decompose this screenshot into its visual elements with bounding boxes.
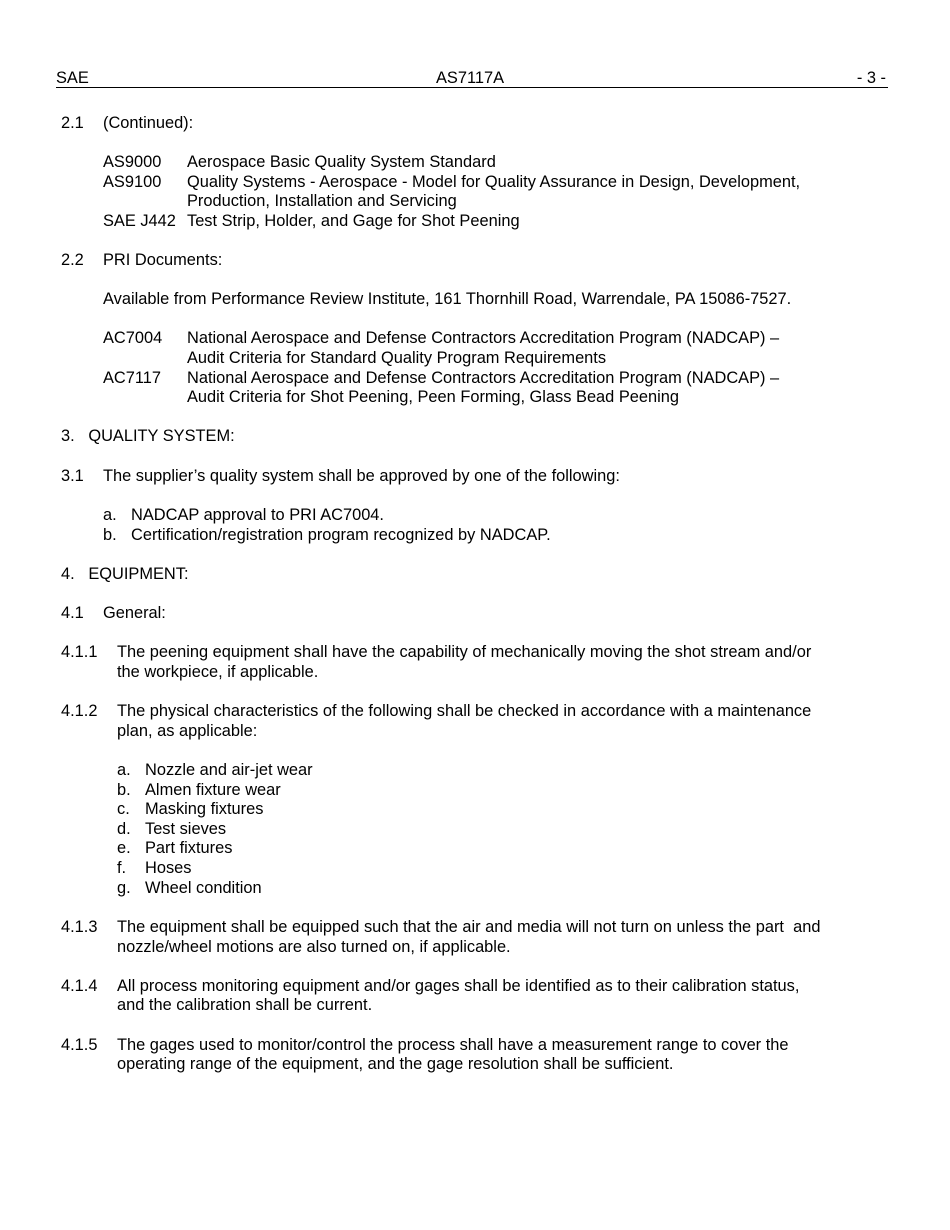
header-left: SAE: [56, 69, 89, 87]
list-letter: f.: [117, 859, 127, 877]
paragraph-text: All process monitoring equipment and/or gages shall be identified as to their calibration status,: [117, 977, 800, 995]
section-number: 4.1.4: [61, 977, 98, 995]
doc-title: National Aerospace and Defense Contractors Accreditation Program (NADCAP) –: [187, 369, 780, 387]
header-rule: [56, 87, 888, 88]
list-letter: a.: [103, 506, 117, 524]
doc-code: AC7004: [103, 329, 163, 347]
paragraph-text: and the calibration shall be current.: [117, 996, 373, 1014]
section-number: 4.1.3: [61, 918, 98, 936]
list-letter: b.: [103, 526, 117, 544]
doc-code: AS9000: [103, 153, 162, 171]
doc-code: AS9100: [103, 173, 162, 191]
list-item: Part fixtures: [145, 839, 233, 857]
paragraph-text: The gages used to monitor/control the process shall have a measurement range to cover the: [117, 1036, 789, 1054]
list-letter: d.: [117, 820, 131, 838]
list-letter: a.: [117, 761, 131, 779]
list-item: Wheel condition: [145, 879, 262, 897]
list-letter: c.: [117, 800, 130, 818]
doc-title: Quality Systems - Aerospace - Model for Quality Assurance in Design, Development,: [187, 173, 801, 191]
paragraph-text: nozzle/wheel motions are also turned on, if applicable.: [117, 938, 511, 956]
section-number: 2.2: [61, 251, 84, 269]
paragraph-text: The peening equipment shall have the capability of mechanically moving the shot stream and/or: [117, 643, 812, 661]
paragraph-text: The physical characteristics of the following shall be checked in accordance with a maintenance: [117, 702, 812, 720]
doc-title: Audit Criteria for Standard Quality Program Requirements: [187, 349, 607, 367]
list-item: NADCAP approval to PRI AC7004.: [131, 506, 384, 524]
paragraph-text: Available from Performance Review Institute, 161 Thornhill Road, Warrendale, PA 15086-7527.: [103, 290, 792, 308]
section-number: 4.1.1: [61, 643, 98, 661]
list-item: Almen fixture wear: [145, 781, 281, 799]
section-heading: 3. QUALITY SYSTEM:: [61, 427, 235, 445]
doc-code: SAE J442: [103, 212, 176, 230]
paragraph-text: operating range of the equipment, and the gage resolution shall be sufficient.: [117, 1055, 674, 1073]
list-letter: b.: [117, 781, 131, 799]
doc-title: Audit Criteria for Shot Peening, Peen Forming, Glass Bead Peening: [187, 388, 679, 406]
header-center: AS7117A: [436, 69, 505, 87]
section-heading: 4. EQUIPMENT:: [61, 565, 189, 583]
doc-code: AC7117: [103, 369, 162, 387]
paragraph-text: the workpiece, if applicable.: [117, 663, 319, 681]
section-title: PRI Documents:: [103, 251, 223, 269]
section-number: 4.1.2: [61, 702, 98, 720]
doc-title: Production, Installation and Servicing: [187, 192, 457, 210]
section-title: (Continued):: [103, 114, 194, 132]
list-item: Test sieves: [145, 820, 227, 838]
section-title: General:: [103, 604, 166, 622]
paragraph-text: The supplier’s quality system shall be approved by one of the following:: [103, 467, 620, 485]
list-letter: e.: [117, 839, 131, 857]
list-item: Nozzle and air-jet wear: [145, 761, 313, 779]
doc-title: Aerospace Basic Quality System Standard: [187, 153, 496, 171]
doc-title: Test Strip, Holder, and Gage for Shot Peening: [187, 212, 520, 230]
list-item: Certification/registration program recognized by NADCAP.: [131, 526, 551, 544]
section-number: 2.1: [61, 114, 84, 132]
section-number: 4.1: [61, 604, 84, 622]
section-number: 3.1: [61, 467, 84, 485]
doc-title: National Aerospace and Defense Contractors Accreditation Program (NADCAP) –: [187, 329, 780, 347]
header-page-number: - 3 -: [856, 69, 886, 87]
paragraph-text: plan, as applicable:: [117, 722, 258, 740]
paragraph-text: The equipment shall be equipped such that the air and media will not turn on unless the part and: [117, 918, 821, 936]
list-letter: g.: [117, 879, 131, 897]
list-item: Hoses: [145, 859, 192, 877]
section-number: 4.1.5: [61, 1036, 98, 1054]
list-item: Masking fixtures: [145, 800, 264, 818]
